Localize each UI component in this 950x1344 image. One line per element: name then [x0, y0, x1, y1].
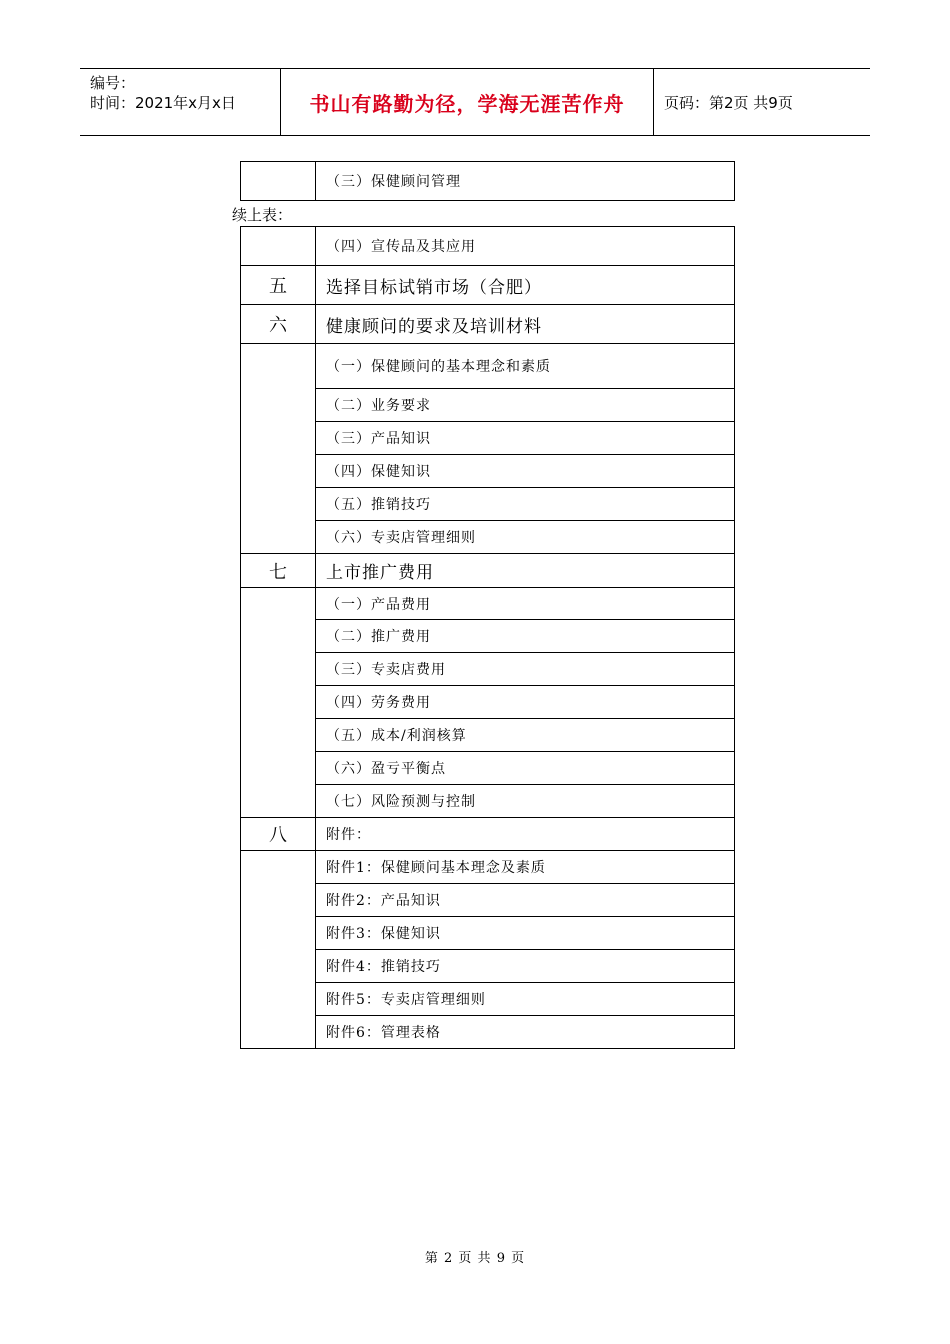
- section-number-cell: 八: [241, 818, 316, 851]
- header-motto: 书山有路勤为径，学海无涯苦作舟: [281, 69, 654, 135]
- table-row: [241, 162, 735, 201]
- section-number-cell: 六: [241, 305, 316, 344]
- table-row: [241, 1016, 735, 1049]
- section-number-cell: [241, 162, 316, 201]
- section-title-cell: （二）推广费用: [316, 620, 735, 653]
- section-title-cell: （四）劳务费用: [316, 686, 735, 719]
- document-number-label: 编号：: [90, 74, 136, 92]
- continued-label: 续上表：: [232, 206, 293, 224]
- section-number-cell: [241, 227, 316, 266]
- table-row: [241, 344, 735, 389]
- outline-table-top: [240, 161, 735, 201]
- section-title-cell: 附件6：管理表格: [316, 1016, 735, 1049]
- section-title-cell: （一）保健顾问的基本理念和素质: [316, 344, 735, 389]
- table-row: [241, 455, 735, 488]
- section-title-cell: （七）风险预测与控制: [316, 785, 735, 818]
- table-row: [241, 818, 735, 851]
- table-row: [241, 266, 735, 305]
- table-row: [241, 588, 735, 620]
- section-title-cell: （四）保健知识: [316, 455, 735, 488]
- table-row: [241, 227, 735, 266]
- header-page-info: 页码：第2页 共9页: [664, 93, 793, 112]
- section-title-cell: 健康顾问的要求及培训材料: [316, 305, 735, 344]
- section-title-cell: （三）专卖店费用: [316, 653, 735, 686]
- section-title-cell: （一）产品费用: [316, 588, 735, 620]
- section-title-cell: （六）盈亏平衡点: [316, 752, 735, 785]
- section-number-cell: [241, 588, 316, 818]
- table-row: [241, 422, 735, 455]
- section-number-cell: [241, 344, 316, 554]
- table-row: [241, 488, 735, 521]
- table-row: [241, 752, 735, 785]
- table-row: [241, 917, 735, 950]
- section-title-cell: （五）推销技巧: [316, 488, 735, 521]
- document-time: 时间：2021年x月x日: [90, 94, 236, 112]
- section-number-cell: 五: [241, 266, 316, 305]
- section-title-cell: （二）业务要求: [316, 389, 735, 422]
- section-number-cell: [241, 851, 316, 1049]
- section-title-cell: （四）宣传品及其应用: [316, 227, 735, 266]
- table-row: [241, 686, 735, 719]
- section-number-cell: 七: [241, 554, 316, 588]
- section-title-cell: 附件：: [316, 818, 735, 851]
- section-title-cell: （三）保健顾问管理: [316, 162, 735, 201]
- table-row: [241, 653, 735, 686]
- table-row: [241, 950, 735, 983]
- page-header: [80, 68, 870, 136]
- section-title-cell: （三）产品知识: [316, 422, 735, 455]
- table-row: [241, 554, 735, 588]
- section-title-cell: （五）成本/利润核算: [316, 719, 735, 752]
- section-title-cell: 选择目标试销市场（合肥）: [316, 266, 735, 305]
- table-row: [241, 851, 735, 884]
- table-row: [241, 983, 735, 1016]
- table-row: [241, 620, 735, 653]
- outline-table-main: [240, 226, 735, 1049]
- section-title-cell: 附件4：推销技巧: [316, 950, 735, 983]
- section-title-cell: 附件2：产品知识: [316, 884, 735, 917]
- header-meta: [80, 69, 281, 135]
- section-title-cell: 上市推广费用: [316, 554, 735, 588]
- section-title-cell: （六）专卖店管理细则: [316, 521, 735, 554]
- section-title-cell: 附件1：保健顾问基本理念及素质: [316, 851, 735, 884]
- table-row: [241, 389, 735, 422]
- table-row: [241, 884, 735, 917]
- table-row: [241, 521, 735, 554]
- table-row: [241, 785, 735, 818]
- section-title-cell: 附件3：保健知识: [316, 917, 735, 950]
- table-row: [241, 305, 735, 344]
- page-footer: 第 2 页 共 9 页: [424, 1251, 526, 1266]
- section-title-cell: 附件5：专卖店管理细则: [316, 983, 735, 1016]
- table-row: [241, 719, 735, 752]
